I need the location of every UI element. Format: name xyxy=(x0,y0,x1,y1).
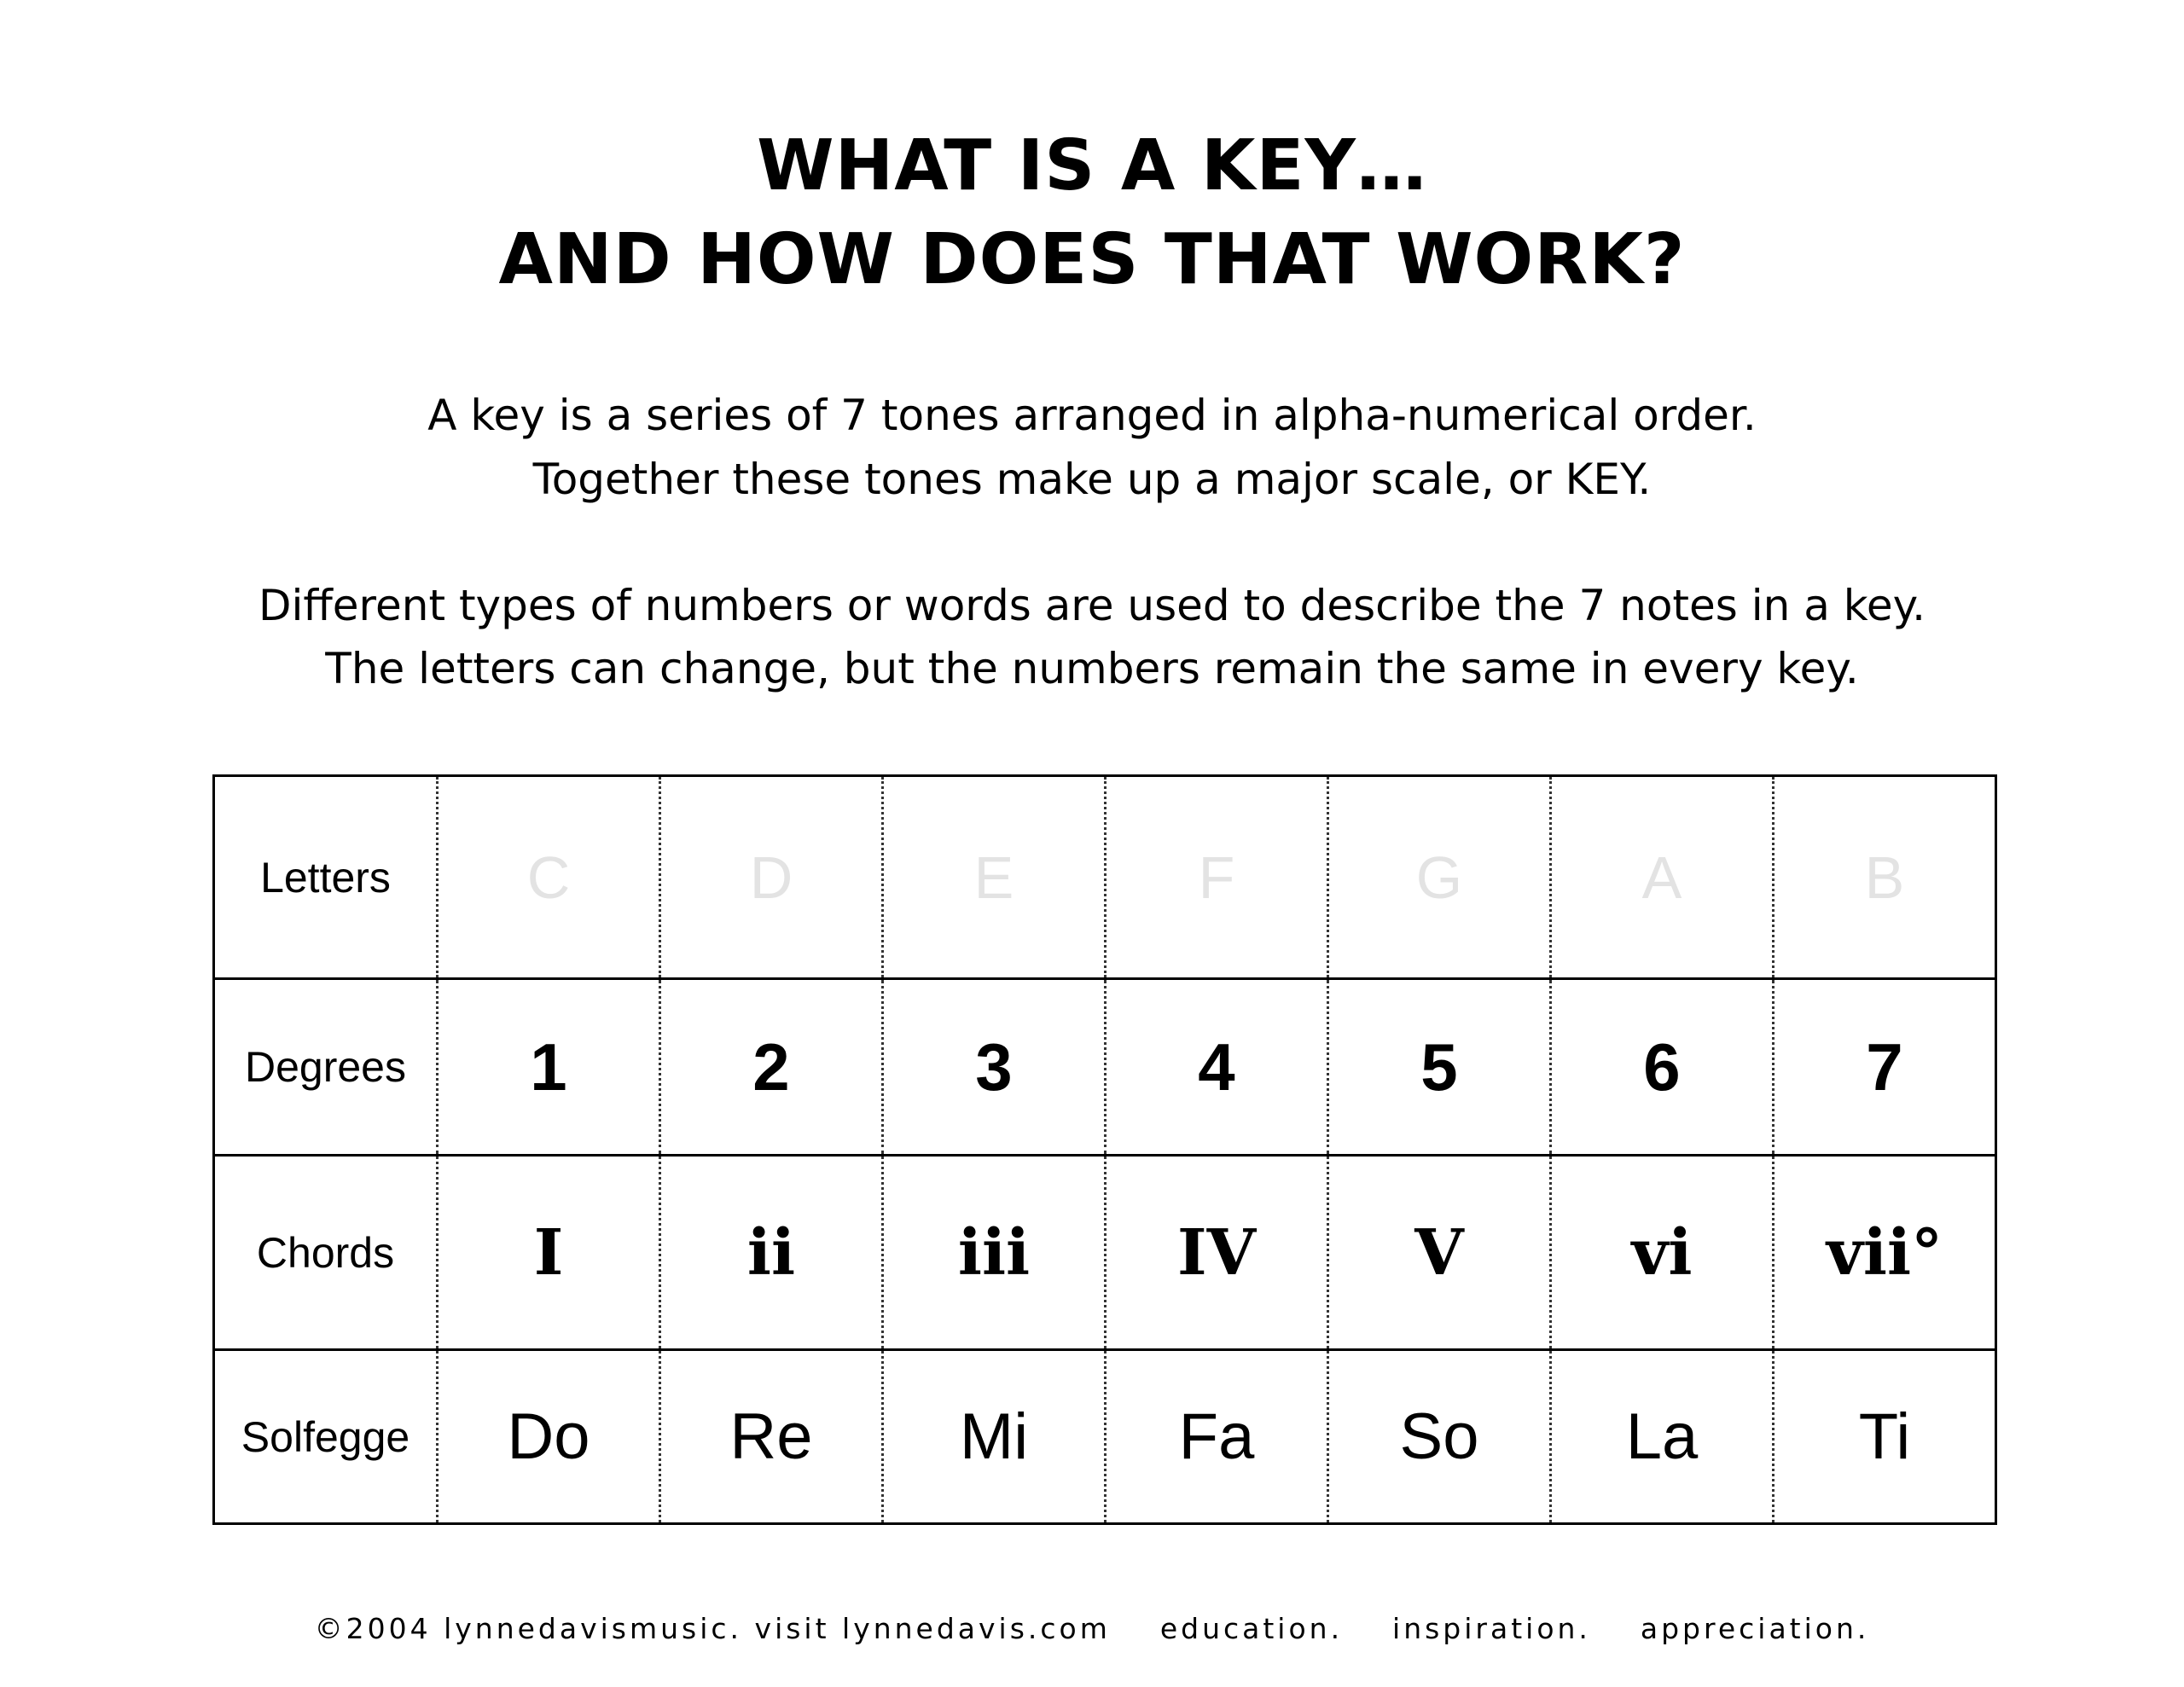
intro-line-3: Different types of numbers or words are used to describe the 7 notes in a key. xyxy=(258,581,1926,630)
chord-cell: vii° xyxy=(1772,1157,1995,1348)
table-row-letters xyxy=(215,777,1995,980)
row-header-letters: Letters xyxy=(260,853,391,901)
degree-cell: 1 xyxy=(436,980,659,1154)
letter-cell: C xyxy=(436,777,659,977)
degree-cell: 6 xyxy=(1549,980,1772,1154)
key-table xyxy=(212,774,1997,1525)
degree-cell: 5 xyxy=(1327,980,1549,1154)
chord-cell: vi xyxy=(1549,1157,1772,1348)
chord-cell: ii xyxy=(659,1157,881,1348)
letter-cell: A xyxy=(1549,777,1772,977)
row-header-degrees: Degrees xyxy=(245,1043,406,1091)
intro-line-4: The letters can change, but the numbers remain the same in every key. xyxy=(325,644,1859,693)
solfegge-cell: La xyxy=(1549,1351,1772,1522)
chord-cell: V xyxy=(1327,1157,1549,1348)
row-header-solfegge: Solfegge xyxy=(241,1412,410,1461)
letter-cell: B xyxy=(1772,777,1995,977)
row-header-chords: Chords xyxy=(256,1228,395,1277)
intro-line-1: A key is a series of 7 tones arranged in alpha-numerical order. xyxy=(427,391,1757,440)
solfegge-cell: Mi xyxy=(881,1351,1104,1522)
solfegge-cell: Ti xyxy=(1772,1351,1995,1522)
footer-copyright: ©2004 lynnedavismusic. visit lynnedavis.com education. inspiration. appreciation. xyxy=(314,1612,1870,1645)
table-row-chords xyxy=(215,1157,1995,1351)
solfegge-cell: Fa xyxy=(1104,1351,1327,1522)
solfegge-cell: Do xyxy=(436,1351,659,1522)
degree-cell: 2 xyxy=(659,980,881,1154)
solfegge-cell: So xyxy=(1327,1351,1549,1522)
chord-cell: IV xyxy=(1104,1157,1327,1348)
chord-cell: iii xyxy=(881,1157,1104,1348)
table-row-degrees xyxy=(215,980,1995,1157)
degree-cell: 4 xyxy=(1104,980,1327,1154)
page-title-line-1: WHAT IS A KEY… xyxy=(757,125,1427,206)
intro-line-2: Together these tones make up a major scale, or KEY. xyxy=(532,455,1652,504)
chord-cell: I xyxy=(436,1157,659,1348)
letter-cell: F xyxy=(1104,777,1327,977)
degree-cell: 7 xyxy=(1772,980,1995,1154)
degree-cell: 3 xyxy=(881,980,1104,1154)
solfegge-cell: Re xyxy=(659,1351,881,1522)
table-row-solfegge xyxy=(215,1351,1995,1522)
letter-cell: G xyxy=(1327,777,1549,977)
letter-cell: E xyxy=(881,777,1104,977)
page-title-line-2: AND HOW DOES THAT WORK? xyxy=(498,219,1686,300)
letter-cell: D xyxy=(659,777,881,977)
